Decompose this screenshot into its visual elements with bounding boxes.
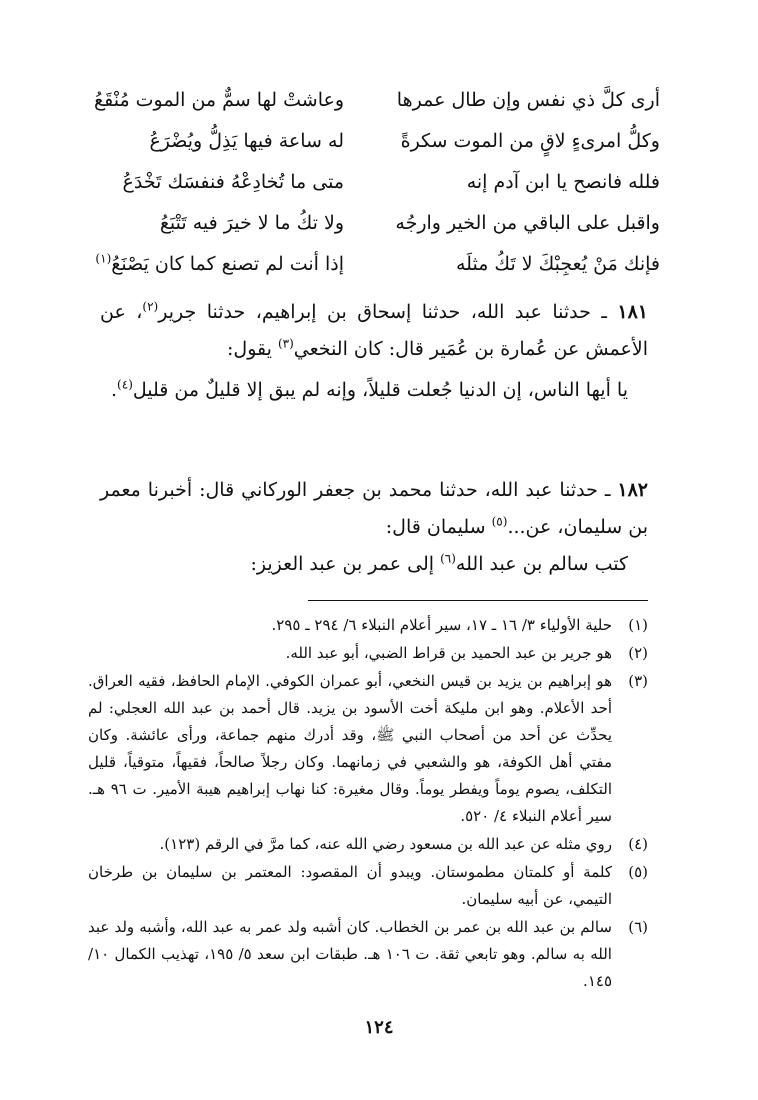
entry-181-number: ١٨١ [617,301,648,323]
footnote-1 [88,612,648,639]
footnote-1-number: (١) [628,616,648,634]
verse-5-first: فإنك مَنْ يُعجِبْكَ لا تَكُ مثلَه [456,253,660,275]
entry-181-text-c: يقول: [227,338,278,360]
entry-181-quote-end: . [111,379,118,401]
entry-182-line-end: إلى عمر بن عبد العزيز: [250,553,441,575]
entry-181-text-a: ـ حدثنا عبد الله، حدثنا إسحاق بن إبراهيم، حدثنا جرير [158,301,618,323]
verse-3-first: فلله فانصح يا ابن آدم إنه [466,171,660,193]
entry-181-quote-text: يا أيها الناس، إن الدنيا جُعلت قليلاً، وإنه لم يبق إلا قليلٌ من قليل [132,379,628,401]
entry-182-line-text: كتب سالم بن عبد الله [455,553,628,575]
footnote-4-text: روي مثله عن عبد الله بن مسعود رضي الله عنه، كما مرَّ في الرقم (١٢٣). [159,835,612,853]
footnote-5 [88,859,648,913]
footnote-divider [308,600,648,601]
footnote-3-number: (٣) [628,672,648,690]
footnote-4-number: (٤) [628,835,648,853]
entry-182-text-a: ـ حدثنا عبد الله، حدثنا محمد بن جعفر الوركاني قال: أخبرنا معمر بن سليمان، عن... [100,479,648,538]
entry-181 [100,294,648,368]
verse-1-first: أرى كلَّ ذي نفس وإن طال عمرها [396,89,660,111]
footnote-ref-4[interactable]: (٤) [117,377,133,392]
entry-182-text-b: سليمان قال: [385,516,492,538]
footnote-3-text: هو إبراهيم بن يزيد بن قيس النخعي، أبو عمران الكوفي. الإمام الحافظ، فقيه العراق. أحد الأعلام. وهو ابن مليكة أخت الأسود بن يزيد. قال أحمد بن عبد الله العجلي: لم يحدِّث عن أحد من أصحاب النبي ﷺ، وقد أدرك منهم جماعة، ورأى عائشة. وكان مفتي أهل الكوفة، هو والشعبي في زمانهما. وكان رجلاً صالحاً، فقيهاً، متوقياً، قليل التكلف، يصوم يوماً ويفطر يوماً. وقال مغيرة: كنا نهاب إبراهيم هيبة الأمير. ت ٩٦ هـ. سير أعلام النبلاء ٤/ ٥٢٠. [88,672,613,825]
page-number: ١٢٤ [364,1017,394,1038]
verse-2-second: له ساعة فيها يَذِلُّ ويُضْرَعُ [149,130,344,152]
footnote-6 [88,914,648,995]
footnotes [88,612,648,996]
footnote-2 [88,640,648,667]
verse-5-second-text: إذا أنت لم تصنع كما كان يَصْنَعُ [111,253,344,275]
entry-181-text-b: ، عن الأعمش عن عُمارة بن عُمَير قال: كان النخعي [100,301,648,360]
verse-4-second: ولا تكُ ما لا خيرَ فيه تَتْبَعُ [159,212,344,234]
entry-181-quote [100,372,628,409]
footnote-6-text: سالم بن عبد الله بن عمر بن الخطاب. كان أشبه ولد عمر به عبد الله، وأشبه ولد عبد الله به سالم. وهو تابعي ثقة. ت ١٠٦ هـ. طبقات ابن سعد ٥/ ١٩٥، تهذيب الكمال ١٠/ ١٤٥. [88,918,612,990]
footnote-4 [88,831,648,858]
entry-182-number: ١٨٢ [617,479,648,501]
verse-4-first: واقبل على الباقي من الخير وارجُه [395,212,660,234]
footnote-2-text: هو جرير بن عبد الحميد بن قراط الضبي، أبو عبد الله. [285,644,612,662]
footnote-ref-3[interactable]: (٣) [277,336,294,351]
verse-1-second: وعاشتْ لها سمٌّ من الموت مُنْقَعُ [93,89,344,111]
poem-block [60,82,660,283]
footnote-ref-1[interactable]: (١) [95,251,112,266]
footnote-6-number: (٦) [628,918,648,936]
verse-3-second: متى ما تُخادِعْهُ فنفسَك تَخْدَعُ [122,171,344,193]
footnote-1-text: حلية الأولياء ٣/ ١٦ ـ ١٧، سير أعلام النبلاء ٦/ ٢٩٤ ـ ٢٩٥. [271,616,612,634]
footnote-ref-6[interactable]: (٦) [440,551,456,566]
entry-182-line [100,546,628,583]
footnote-5-number: (٥) [628,863,648,881]
footnote-ref-5[interactable]: (٥) [491,514,508,529]
footnote-3 [88,668,648,830]
footnote-ref-2[interactable]: (٢) [142,299,159,314]
footnote-2-number: (٢) [628,644,648,662]
verse-5-second [60,246,360,283]
entry-182 [100,472,648,546]
footnote-5-text: كلمة أو كلمتان مطموستان. ويبدو أن المقصود: المعتمر بن سليمان بن طرخان التيمي، عن أبيه سليمان. [88,863,612,908]
verse-2-first: وكلُّ امرىءٍ لاقٍ من الموت سكرةً [400,130,660,152]
